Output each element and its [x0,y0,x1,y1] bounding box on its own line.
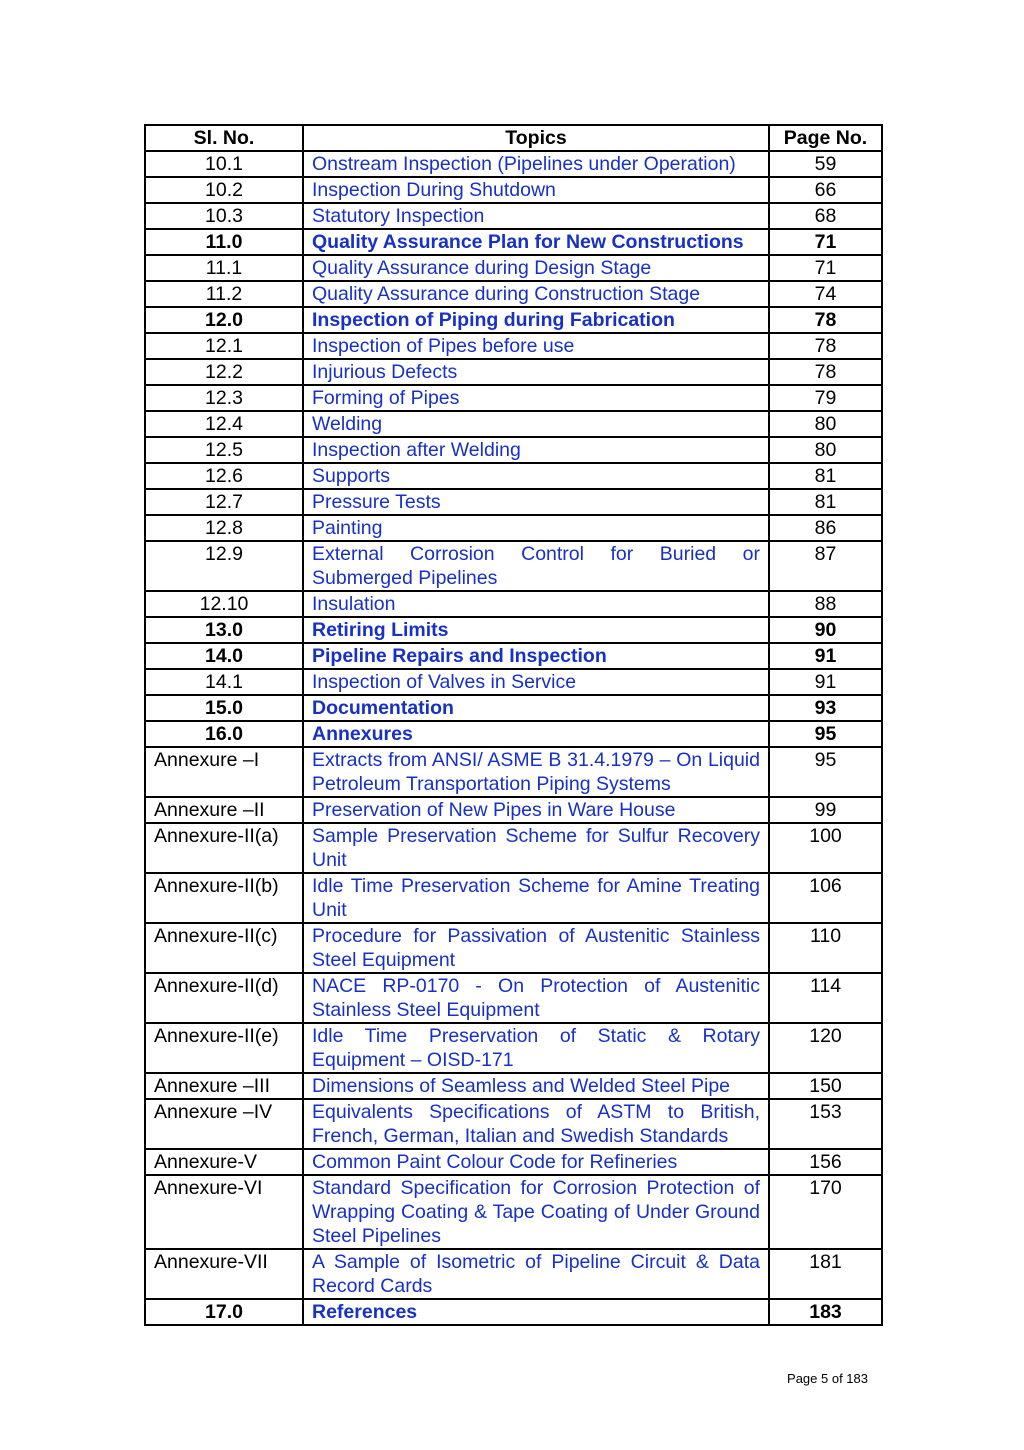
toc-topic-link[interactable]: Extracts from ANSI/ ASME B 31.4.1979 – On Liquid Petroleum Transportation Piping Systems [312,749,760,795]
toc-page-number: 181 [769,1249,882,1299]
toc-row [145,255,882,281]
toc-page-number: 71 [769,255,882,281]
toc-section-number: 11.1 [145,255,303,281]
toc-topic-link[interactable]: Retiring Limits [312,619,449,641]
toc-topic-cell [303,797,769,823]
toc-topic-link[interactable]: Statutory Inspection [312,205,485,227]
toc-section-number: Annexure –II [145,797,303,823]
toc-page-number: 95 [769,721,882,747]
toc-topic-link[interactable]: External Corrosion Control for Buried or Submerged Pipelines [312,543,760,589]
toc-row [145,669,882,695]
toc-topic-link[interactable]: Welding [312,413,383,435]
toc-topic-link[interactable]: Pressure Tests [312,491,441,513]
toc-row [145,1099,882,1149]
toc-topic-link[interactable]: Pipeline Repairs and Inspection [312,645,607,667]
toc-topic-cell [303,617,769,643]
toc-page-number: 110 [769,923,882,973]
header-topics: Topics [303,125,769,151]
toc-page-number: 59 [769,151,882,177]
header-page-no: Page No. [769,125,882,151]
toc-row [145,489,882,515]
toc-topic-cell [303,281,769,307]
toc-topic-cell [303,973,769,1023]
toc-topic-link[interactable]: Quality Assurance during Design Stage [312,257,652,279]
toc-topic-cell [303,669,769,695]
toc-topic-cell [303,1073,769,1099]
toc-topic-link[interactable]: Idle Time Preservation of Static & Rotary Equipment – OISD-171 [312,1025,760,1071]
toc-topic-cell [303,541,769,591]
toc-page-number: 80 [769,411,882,437]
toc-row [145,797,882,823]
toc-page-number: 91 [769,643,882,669]
toc-topic-cell [303,489,769,515]
toc-page-number: 86 [769,515,882,541]
toc-section-number: 10.3 [145,203,303,229]
toc-page-number: 68 [769,203,882,229]
toc-body [145,151,882,1325]
toc-row [145,463,882,489]
toc-topic-link[interactable]: Quality Assurance during Construction Stage [312,283,701,305]
toc-section-number: 12.10 [145,591,303,617]
toc-row [145,229,882,255]
toc-section-number: 15.0 [145,695,303,721]
toc-section-number: 12.6 [145,463,303,489]
toc-row [145,1175,882,1249]
toc-topic-cell [303,177,769,203]
toc-section-number: 12.2 [145,359,303,385]
toc-topic-link[interactable]: Idle Time Preservation Scheme for Amine Treating Unit [312,875,760,921]
toc-page-number: 100 [769,823,882,873]
toc-topic-cell [303,1249,769,1299]
toc-row [145,923,882,973]
toc-row [145,515,882,541]
toc-page-number: 78 [769,307,882,333]
toc-topic-link[interactable]: Onstream Inspection (Pipelines under Operation) [312,153,736,175]
toc-page-number: 150 [769,1073,882,1099]
toc-section-number: Annexure-II(b) [145,873,303,923]
toc-section-number: 12.0 [145,307,303,333]
toc-topic-cell [303,515,769,541]
toc-section-number: Annexure-II(e) [145,1023,303,1073]
toc-topic-cell [303,229,769,255]
toc-page-number: 156 [769,1149,882,1175]
toc-topic-cell [303,151,769,177]
toc-row [145,591,882,617]
toc-page-number: 71 [769,229,882,255]
toc-topic-cell [303,1299,769,1325]
toc-row [145,203,882,229]
toc-page-number: 78 [769,359,882,385]
toc-topic-cell [303,695,769,721]
toc-section-number: Annexure-VII [145,1249,303,1299]
toc-section-number: Annexure-V [145,1149,303,1175]
toc-page-number: 95 [769,747,882,797]
toc-topic-link[interactable]: Standard Specification for Corrosion Protection of Wrapping Coating & Tape Coating of Under Ground Steel Pipelines [312,1177,760,1247]
toc-row [145,307,882,333]
toc-row [145,1023,882,1073]
toc-page-number: 114 [769,973,882,1023]
toc-topic-link[interactable]: Inspection after Welding [312,439,521,461]
toc-page-number: 66 [769,177,882,203]
toc-page-number: 170 [769,1175,882,1249]
toc-page-number: 106 [769,873,882,923]
toc-row [145,1073,882,1099]
toc-page-number: 87 [769,541,882,591]
toc-section-number: 12.4 [145,411,303,437]
toc-topic-link[interactable]: Quality Assurance Plan for New Constructions [312,231,744,253]
toc-row [145,541,882,591]
toc-topic-cell [303,823,769,873]
toc-topic-link[interactable]: Supports [312,465,391,487]
toc-page-number: 183 [769,1299,882,1325]
toc-section-number: 14.0 [145,643,303,669]
toc-topic-cell [303,643,769,669]
toc-page-number: 79 [769,385,882,411]
toc-row [145,151,882,177]
toc-section-number: Annexure –III [145,1073,303,1099]
toc-topic-cell [303,1149,769,1175]
toc-page-number: 120 [769,1023,882,1073]
toc-section-number: 12.8 [145,515,303,541]
toc-topic-link[interactable]: Inspection of Pipes before use [312,335,575,357]
toc-page-number: 88 [769,591,882,617]
toc-section-number: 10.2 [145,177,303,203]
toc-section-number: 12.1 [145,333,303,359]
page-number: Page 5 of 183 [787,1371,868,1386]
toc-section-number: 12.7 [145,489,303,515]
toc-row [145,1299,882,1325]
toc-section-number: 16.0 [145,721,303,747]
toc-topic-cell [303,359,769,385]
toc-topic-cell [303,437,769,463]
toc-page-number: 80 [769,437,882,463]
toc-topic-link[interactable]: Dimensions of Seamless and Welded Steel Pipe [312,1075,731,1097]
toc-row [145,1249,882,1299]
toc-topic-cell [303,385,769,411]
toc-topic-link[interactable]: NACE RP-0170 - On Protection of Austenitic Stainless Steel Equipment [312,975,760,1021]
toc-page-number: 90 [769,617,882,643]
toc-topic-link[interactable]: Documentation [312,697,454,719]
toc-topic-link[interactable]: Sample Preservation Scheme for Sulfur Recovery Unit [312,825,760,871]
toc-topic-cell [303,747,769,797]
toc-row [145,747,882,797]
toc-section-number: Annexure-VI [145,1175,303,1249]
toc-topic-link[interactable]: Preservation of New Pipes in Ware House [312,799,676,821]
toc-page-number: 91 [769,669,882,695]
toc-topic-cell [303,721,769,747]
toc-topic-link[interactable]: Inspection of Valves in Service [312,671,577,693]
toc-topic-cell [303,333,769,359]
toc-row [145,643,882,669]
toc-section-number: 14.1 [145,669,303,695]
toc-topic-cell [303,1099,769,1149]
toc-topic-link[interactable]: Forming of Pipes [312,387,460,409]
toc-page-number: 99 [769,797,882,823]
toc-page-number: 81 [769,463,882,489]
toc-row [145,695,882,721]
toc-row [145,823,882,873]
toc-topic-cell [303,1023,769,1073]
toc-table [144,124,883,1326]
toc-row [145,177,882,203]
toc-page-number: 153 [769,1099,882,1149]
toc-topic-cell [303,1175,769,1249]
toc-section-number: Annexure –IV [145,1099,303,1149]
toc-row [145,721,882,747]
toc-row [145,617,882,643]
toc-row [145,1149,882,1175]
toc-row [145,973,882,1023]
toc-topic-cell [303,255,769,281]
toc-topic-link[interactable]: Procedure for Passivation of Austenitic Stainless Steel Equipment [312,925,760,971]
toc-topic-cell [303,463,769,489]
toc-row [145,359,882,385]
toc-page-number: 93 [769,695,882,721]
toc-row [145,385,882,411]
toc-topic-link[interactable]: A Sample of Isometric of Pipeline Circuit & Data Record Cards [312,1251,760,1297]
toc-section-number: 12.9 [145,541,303,591]
toc-row [145,437,882,463]
toc-header-row [145,125,882,151]
toc-topic-link[interactable]: Equivalents Specifications of ASTM to British, French, German, Italian and Swedish Standards [312,1101,760,1147]
toc-topic-cell [303,923,769,973]
toc-section-number: 17.0 [145,1299,303,1325]
toc-section-number: 11.0 [145,229,303,255]
toc-topic-link[interactable]: Annexures [312,723,413,745]
toc-topic-cell [303,873,769,923]
toc-topic-link[interactable]: Common Paint Colour Code for Refineries [312,1151,678,1173]
toc-topic-cell [303,307,769,333]
toc-topic-link[interactable]: Injurious Defects [312,361,458,383]
toc-topic-cell [303,203,769,229]
toc-section-number: 13.0 [145,617,303,643]
toc-section-number: Annexure-II(a) [145,823,303,873]
toc-section-number: 11.2 [145,281,303,307]
toc-row [145,873,882,923]
toc-section-number: Annexure –I [145,747,303,797]
toc-topic-link[interactable]: Inspection During Shutdown [312,179,556,201]
toc-section-number: Annexure-II(c) [145,923,303,973]
toc-topic-cell [303,411,769,437]
toc-page-number: 81 [769,489,882,515]
toc-section-number: 10.1 [145,151,303,177]
toc-topic-link[interactable]: Painting [312,517,383,539]
header-sl-no: Sl. No. [145,125,303,151]
toc-section-number: 12.3 [145,385,303,411]
toc-topic-link[interactable]: Inspection of Piping during Fabrication [312,309,675,331]
toc-row [145,411,882,437]
toc-topic-link[interactable]: References [312,1301,418,1323]
toc-row [145,333,882,359]
toc-topic-link[interactable]: Insulation [312,593,396,615]
toc-page-number: 78 [769,333,882,359]
toc-section-number: 12.5 [145,437,303,463]
toc-page-number: 74 [769,281,882,307]
toc-topic-cell [303,591,769,617]
toc-row [145,281,882,307]
toc-section-number: Annexure-II(d) [145,973,303,1023]
